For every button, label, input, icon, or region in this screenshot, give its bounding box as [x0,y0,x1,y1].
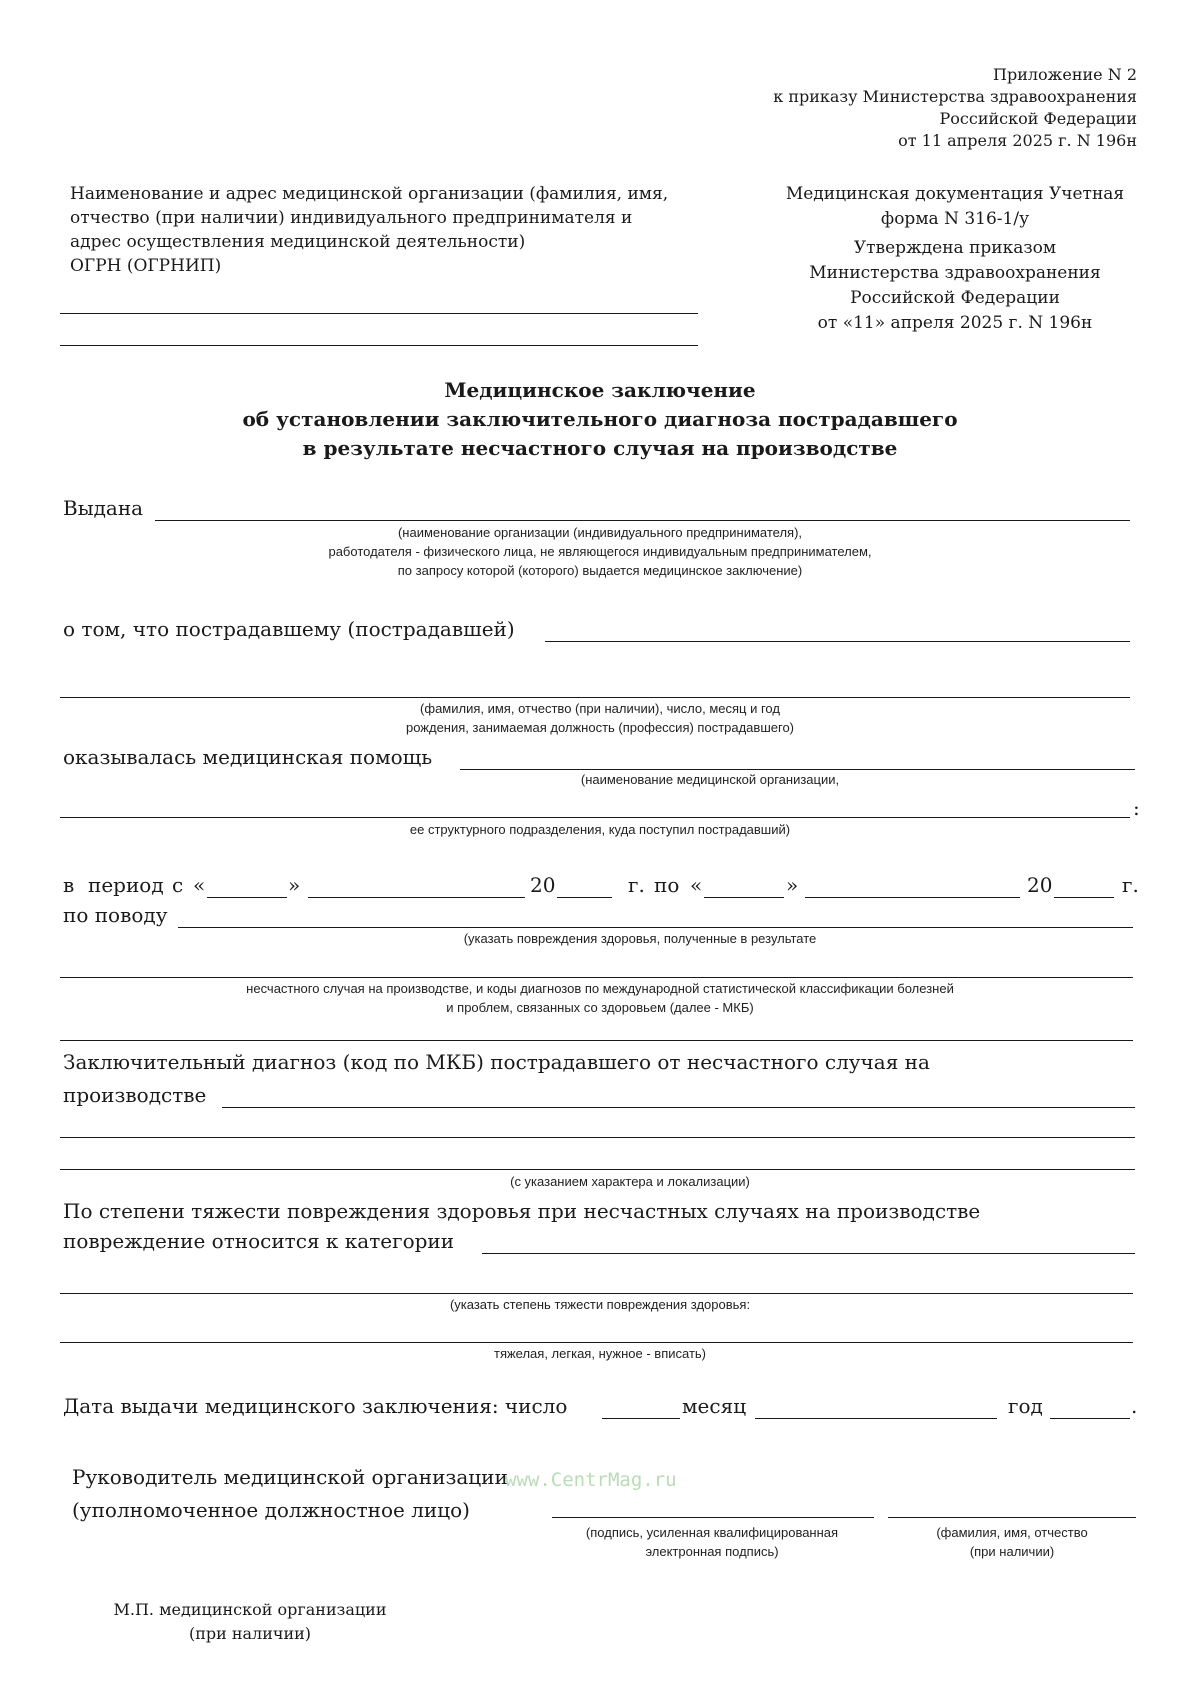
period-to-month-field[interactable] [805,897,1020,898]
reason-field-3[interactable] [60,1040,1133,1041]
signature-title [72,1461,508,1527]
issued-caption-line1: (наименование организации (индивидуального предпринимателя), [397,525,803,540]
watermark: www.CentrMag.ru [505,1469,677,1491]
severity-field-2[interactable] [60,1293,1133,1294]
date-day-field[interactable] [602,1418,680,1419]
org-header-line3: адрес осуществления медицинской деятельности) [70,232,526,252]
signature-caption-line1: (подпись, усиленная квалифицированная [585,1525,839,1540]
issued-label: Выдана [63,496,144,520]
date-month-field[interactable] [755,1418,997,1419]
stamp-note-line1: М.П. медицинской организации [113,1600,387,1619]
aid-colon: : [1133,796,1140,820]
period-g-2: г. [1122,873,1139,897]
victim-caption [200,699,1000,737]
signature-caption [550,1523,874,1561]
date-year-field[interactable] [1050,1418,1130,1419]
issued-caption-line2: работодателя - физического лица, не являющегося индивидуальным предпринимателем, [328,544,872,559]
form-header-line3: Утверждена приказом [853,238,1057,258]
final-dx-field-1[interactable] [222,1107,1135,1108]
severity-field-3[interactable] [60,1342,1133,1343]
victim-field-1[interactable] [545,641,1130,642]
period-quote-open-2: « [690,873,703,897]
signer-name-caption [888,1523,1136,1561]
final-dx-label: производстве [63,1083,207,1107]
form-header-line5: Российской Федерации [850,288,1060,308]
severity-field-1[interactable] [482,1253,1135,1254]
reason-caption-line1: (указать повреждения здоровья, полученные в результате [463,931,817,946]
reason-field-1[interactable] [178,927,1133,928]
period-to: по [654,873,680,897]
final-dx-caption: (с указанием характера и локализации) [510,1174,750,1189]
org-header [70,182,710,278]
form-header-line6: от «11» апреля 2025 г. N 196н [817,313,1093,333]
issued-to-field[interactable] [155,520,1130,521]
reason-field-2[interactable] [60,977,1133,978]
appendix-block [737,64,1137,152]
title-line2: об установлении заключительного диагноза пострадавшего [242,407,958,431]
final-dx-field-2[interactable] [60,1137,1135,1138]
reason-caption-lines [120,979,1080,1017]
aid-label: оказывалась медицинская помощь [63,745,433,769]
signer-name-field[interactable] [888,1517,1136,1518]
period-quote-close-1: » [288,873,301,897]
org-name-line-2[interactable] [60,345,698,346]
issued-caption [150,523,1050,580]
form-header-line4: Министерства здравоохранения [809,263,1101,283]
severity-label: повреждение относится к категории [63,1229,455,1253]
title-line3: в результате несчастного случая на производстве [302,436,898,460]
aid-caption-line2: ее структурного подразделения, куда поступил пострадавший) [409,822,791,837]
aid-field-2[interactable] [60,817,1130,818]
appendix-line4: от 11 апреля 2025 г. N 196н [898,131,1137,150]
period-year-prefix-2: 20 [1027,873,1053,897]
org-name-line-1[interactable] [60,313,698,314]
victim-label: о том, что пострадавшему (пострадавшей) [63,617,515,641]
period-from-day-field[interactable] [207,897,287,898]
signature-title-line1: Руководитель медицинской организации [72,1465,508,1489]
severity-caption-line1: (указать степень тяжести повреждения здоровья: [449,1297,751,1312]
victim-caption-line2: рождения, занимаемая должность (профессия) пострадавшего) [405,720,794,735]
date-month-label: месяц [682,1394,747,1418]
period-quote-close-2: » [786,873,799,897]
period-from-year-field[interactable] [557,897,612,898]
document-title [100,376,1100,463]
appendix-line2: к приказу Министерства здравоохранения [773,87,1137,106]
org-header-line4: ОГРН (ОГРНИП) [70,256,222,276]
period-quote-open-1: « [193,873,206,897]
victim-caption-line1: (фамилия, имя, отчество (при наличии), число, месяц и год [420,701,780,716]
stamp-note-line2: (при наличии) [188,1624,312,1643]
severity-caption-line2: тяжелая, легкая, нужное - вписать) [493,1346,706,1361]
period-from-month-field[interactable] [308,897,525,898]
period-from: с [172,873,184,897]
period-to-year-field[interactable] [1054,897,1114,898]
form-header-line1: Медицинская документация Учетная [785,184,1125,204]
org-header-line1: Наименование и адрес медицинской организации (фамилия, имя, [70,184,669,204]
org-header-line2: отчество (при наличии) индивидуального предпринимателя и [70,208,633,228]
issued-caption-line3: по запросу которой (которого) выдается медицинское заключение) [397,563,803,578]
date-issue-label: Дата выдачи медицинского заключения: число [63,1394,568,1418]
appendix-line3: Российской Федерации [939,109,1137,128]
signer-name-caption-line2: (при наличии) [969,1544,1055,1559]
signature-title-line2: (уполномоченное должностное лицо) [72,1498,470,1522]
signature-caption-line2: электронная подпись) [645,1544,779,1559]
reason-caption-line2: несчастного случая на производстве, и коды диагнозов по международной статистической классификации болезней [246,981,954,996]
title-line1: Медицинское заключение [444,378,756,402]
period-v: в [63,873,75,897]
signature-field[interactable] [552,1517,874,1518]
severity-line1: По степени тяжести повреждения здоровья при несчастных случаях на производстве [63,1199,981,1223]
final-dx-line1: Заключительный диагноз (код по МКБ) пострадавшего от несчастного случая на [63,1050,930,1074]
appendix-line1: Приложение N 2 [993,65,1137,84]
form-header [760,182,1150,336]
final-dx-field-3[interactable] [60,1169,1135,1170]
signer-name-caption-line1: (фамилия, имя, отчество [936,1525,1088,1540]
period-word: период [88,873,164,897]
date-year-label: год [1008,1394,1043,1418]
reason-label: по поводу [63,903,168,927]
reason-caption-line3: и проблем, связанных со здоровьем (далее - МКБ) [446,1000,754,1015]
date-dot: . [1131,1394,1138,1418]
victim-field-2[interactable] [60,697,1130,698]
aid-caption-line1: (наименование медицинской организации, [580,772,840,787]
form-header-line2: форма N 316-1/у [880,209,1030,229]
period-to-day-field[interactable] [704,897,784,898]
period-year-prefix-1: 20 [530,873,556,897]
period-g-1: г. [628,873,645,897]
stamp-note [95,1598,405,1646]
